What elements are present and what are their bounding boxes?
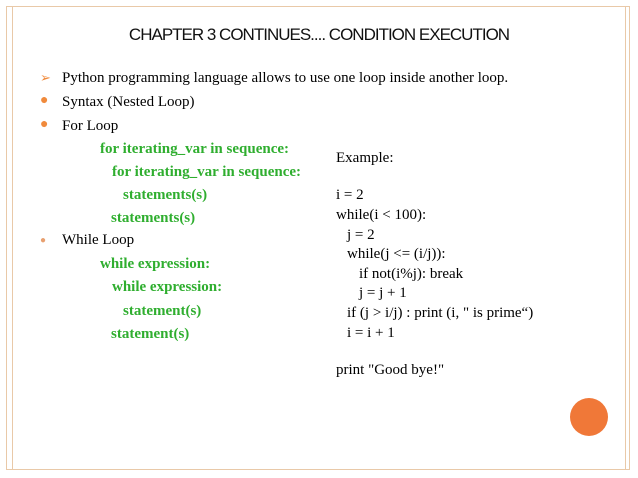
- bullet-item: [40, 70, 508, 87]
- while-syntax-line: while expression:: [100, 256, 211, 272]
- for-syntax-line: statements(s): [123, 187, 208, 203]
- example-label: Example:: [336, 150, 394, 166]
- bullet-item: [40, 118, 118, 135]
- frame-line-right: [625, 6, 626, 470]
- decorative-circle: [570, 398, 608, 436]
- frame-line-left: [12, 6, 13, 470]
- example-code-line: if not(i%j): break: [359, 266, 464, 282]
- dot-bullet-icon: ●: [40, 117, 49, 132]
- dot-bullet-icon: ●: [40, 235, 47, 246]
- while-syntax-line: statement(s): [123, 303, 202, 319]
- bullet-text: While Loop: [62, 232, 135, 248]
- example-code-line: i = i + 1: [347, 325, 395, 341]
- example-code-line: while(i < 100):: [336, 207, 427, 223]
- bullet-text: Python programming language allows to use one loop inside another loop.: [62, 70, 509, 86]
- example-code-line: print "Good bye!": [336, 362, 445, 378]
- while-syntax-line: while expression:: [112, 279, 223, 295]
- while-syntax-line: statement(s): [111, 326, 190, 342]
- example-code-line: i = 2: [336, 187, 364, 203]
- for-syntax-line: statements(s): [111, 210, 196, 226]
- example-code-line: if (j > i/j) : print (i, " is prime“): [347, 305, 534, 321]
- bullet-text: Syntax (Nested Loop): [62, 94, 195, 110]
- example-code-line: j = j + 1: [359, 285, 407, 301]
- for-syntax-line: for iterating_var in sequence:: [100, 141, 290, 157]
- for-syntax-line: for iterating_var in sequence:: [112, 164, 302, 180]
- slide-title: CHAPTER 3 CONTINUES.... CONDITION EXECUTION: [128, 25, 510, 44]
- bullet-item: [40, 232, 134, 249]
- example-code-line: j = 2: [347, 227, 375, 243]
- dot-bullet-icon: ●: [40, 93, 49, 108]
- arrow-bullet-icon: ➢: [40, 70, 51, 85]
- example-code-line: while(j <= (i/j)):: [347, 246, 446, 262]
- bullet-item: [40, 94, 194, 111]
- bullet-text: For Loop: [62, 118, 119, 134]
